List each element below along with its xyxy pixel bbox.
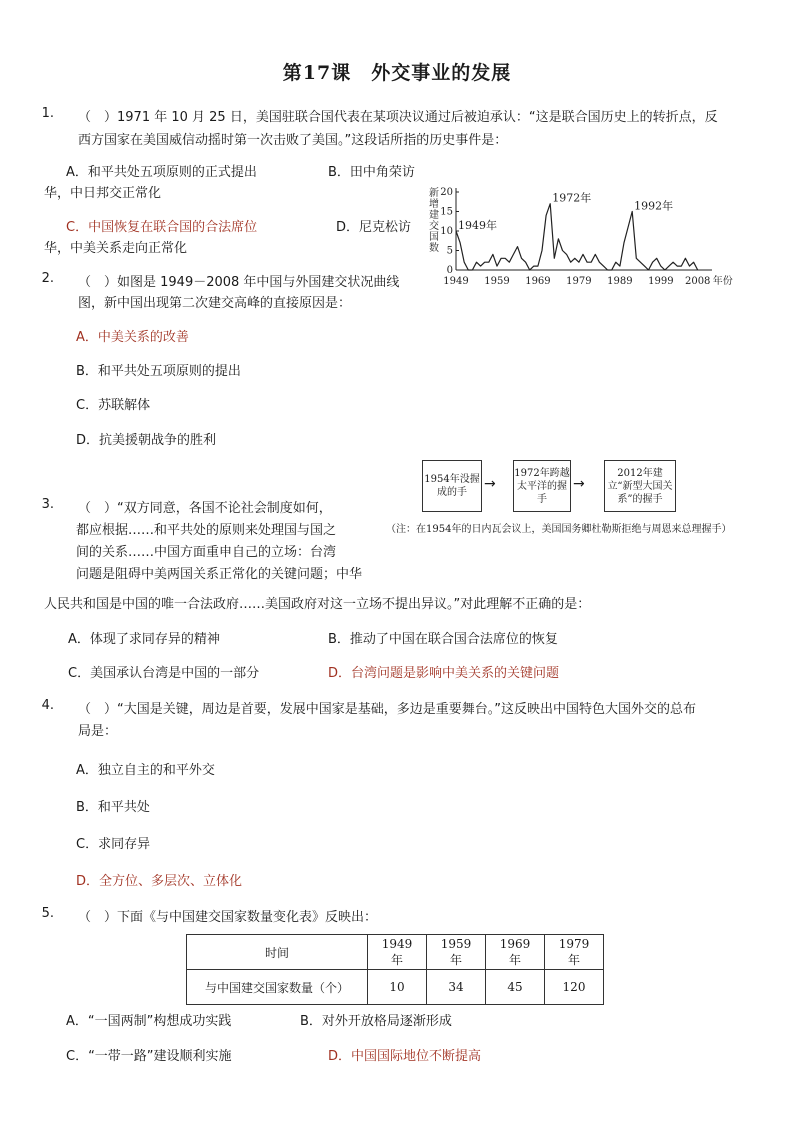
question-text: （ ）下面《与中国建交国家数量变化表》反映出：	[78, 910, 378, 925]
option-b: B．对外开放格局逐渐形成	[300, 1014, 452, 1029]
y-tick-label: 15	[440, 206, 453, 218]
y-tick-label: 5	[446, 245, 453, 257]
chart-annotation: 1949年	[458, 219, 497, 232]
option-b: B．田中角荣访	[328, 165, 415, 180]
question-number: 3.	[41, 497, 54, 512]
option-a: A．体现了求同存异的精神	[68, 632, 220, 647]
question-text: 局是：	[78, 724, 118, 739]
x-tick-label: 1979	[566, 276, 592, 287]
table-header-cell: 1979 年	[545, 935, 604, 970]
y-tick-label: 0	[446, 265, 453, 276]
option-a: A．和平共处五项原则的正式提出	[66, 165, 257, 180]
table-header-cell: 时间	[187, 935, 368, 970]
y-axis-label-char: 增	[429, 199, 439, 210]
chart-annotation: 1972年	[552, 191, 592, 205]
table-cell: 120	[545, 970, 604, 1005]
diplomatic-count-table	[186, 934, 604, 1005]
option-a: A．独立自主的和平外交	[76, 763, 215, 778]
option-c-answer: C．中国恢复在联合国的合法席位	[66, 220, 258, 235]
option-a: A．“一国两制”构想成功实践	[66, 1014, 232, 1029]
table-cell: 34	[427, 970, 486, 1005]
option-b: B．推动了中国在联合国合法席位的恢复	[328, 632, 558, 647]
y-axis-label-char: 数	[429, 243, 439, 254]
y-axis-label-char: 新	[429, 188, 439, 199]
question-text: 西方国家在美国威信动摇时第一次击败了美国。”这段话所指的历史事件是：	[78, 133, 508, 148]
option-c: C．美国承认台湾是中国的一部分	[68, 666, 260, 681]
question-text: 问题是阻碍中美两国关系正常化的关键问题；中华	[76, 567, 363, 582]
option-d-answer: D．全方位、多层次、立体化	[76, 874, 243, 889]
question-number: 2.	[41, 271, 54, 286]
option-b: B．和平共处五项原则的提出	[76, 364, 241, 379]
option-a-answer: A．中美关系的改善	[76, 330, 189, 345]
option-b: B．和平共处	[76, 800, 150, 815]
x-tick-label: 1969	[525, 276, 551, 287]
handshake-box-2012: 2012年建立“新型大国关系”的握手	[604, 460, 676, 512]
option-b-cont: 华，中日邦交正常化	[44, 186, 162, 201]
question-text: （ ）“大国是关键，周边是首要，发展中国家是基础，多边是重要舞台。”这反映出中国特色大国外交的总布	[78, 702, 696, 717]
option-c: C．“一带一路”建设顺利实施	[66, 1049, 232, 1064]
handshake-box-1972: 1972年跨越太平洋的握手	[513, 460, 571, 512]
table-cell: 与中国建交国家数量（个）	[187, 970, 368, 1005]
x-tick-label: 1959	[484, 276, 510, 287]
question-text: 间的关系……中国方面重申自己的立场：台湾	[76, 545, 337, 560]
question-text: 图，新中国出现第二次建交高峰的直接原因是：	[78, 296, 352, 311]
x-tick-label: 1989	[607, 276, 633, 287]
y-tick-label: 10	[440, 226, 453, 237]
y-axis-label-char: 国	[429, 232, 439, 243]
option-c: C．苏联解体	[76, 398, 151, 413]
y-tick-label: 20	[440, 187, 453, 198]
x-tick-label: 1949	[443, 276, 469, 287]
page-title: 第17课 外交事业的发展	[282, 62, 512, 84]
table-header-cell: 1949 年	[368, 935, 427, 970]
table-header-row	[187, 935, 604, 970]
table-cell: 10	[368, 970, 427, 1005]
question-number: 4.	[41, 698, 54, 713]
x-tick-label: 1999	[648, 276, 674, 287]
option-d: D．尼克松访	[336, 220, 412, 235]
y-axis-label-char: 交	[429, 221, 439, 232]
handshake-box-1954: 1954年没握成的手	[422, 460, 482, 512]
chart-annotation: 1992年	[634, 199, 674, 213]
option-d-answer: D．台湾问题是影响中美关系的关键问题	[328, 666, 560, 681]
question-text: （ ）“双方同意，各国不论社会制度如何，	[78, 501, 332, 516]
question-number: 1.	[41, 106, 54, 121]
diagram-note: （注：在1954年的日内瓦会议上，美国国务卿杜勒斯拒绝与周恩来总理握手）	[386, 524, 732, 535]
option-d: D．抗美援朝战争的胜利	[76, 433, 217, 448]
table-header-cell: 1969 年	[486, 935, 545, 970]
x-tick-label: 2008	[684, 276, 711, 287]
question-text: 人民共和国是中国的唯一合法政府……美国政府对这一立场不提出异议。”对此理解不正确的是：	[44, 597, 591, 612]
question-text: （ ）1971 年 10 月 25 日，美国驻联合国代表在某项决议通过后被迫承认：“这是联合国历史上的转折点，反	[78, 110, 718, 125]
table-cell: 45	[486, 970, 545, 1005]
option-d-cont: 华，中美关系走向正常化	[44, 241, 188, 256]
table-row	[187, 970, 604, 1005]
question-number: 5.	[41, 906, 54, 921]
x-axis-label: 年份	[712, 276, 733, 287]
diplomacy-line-chart	[420, 182, 760, 294]
table-header-cell: 1959 年	[427, 935, 486, 970]
question-text: （ ）如图是 1949－2008 年中国与外国建交状况曲线	[78, 275, 400, 290]
series-line	[456, 204, 698, 270]
option-c: C．求同存异	[76, 837, 151, 852]
arrow-icon: →	[484, 476, 496, 492]
y-axis-label-char: 建	[429, 210, 439, 221]
option-d-answer: D．中国国际地位不断提高	[328, 1049, 482, 1064]
arrow-icon: →	[573, 476, 585, 492]
question-text: 都应根据……和平共处的原则来处理国与国之	[76, 523, 337, 538]
